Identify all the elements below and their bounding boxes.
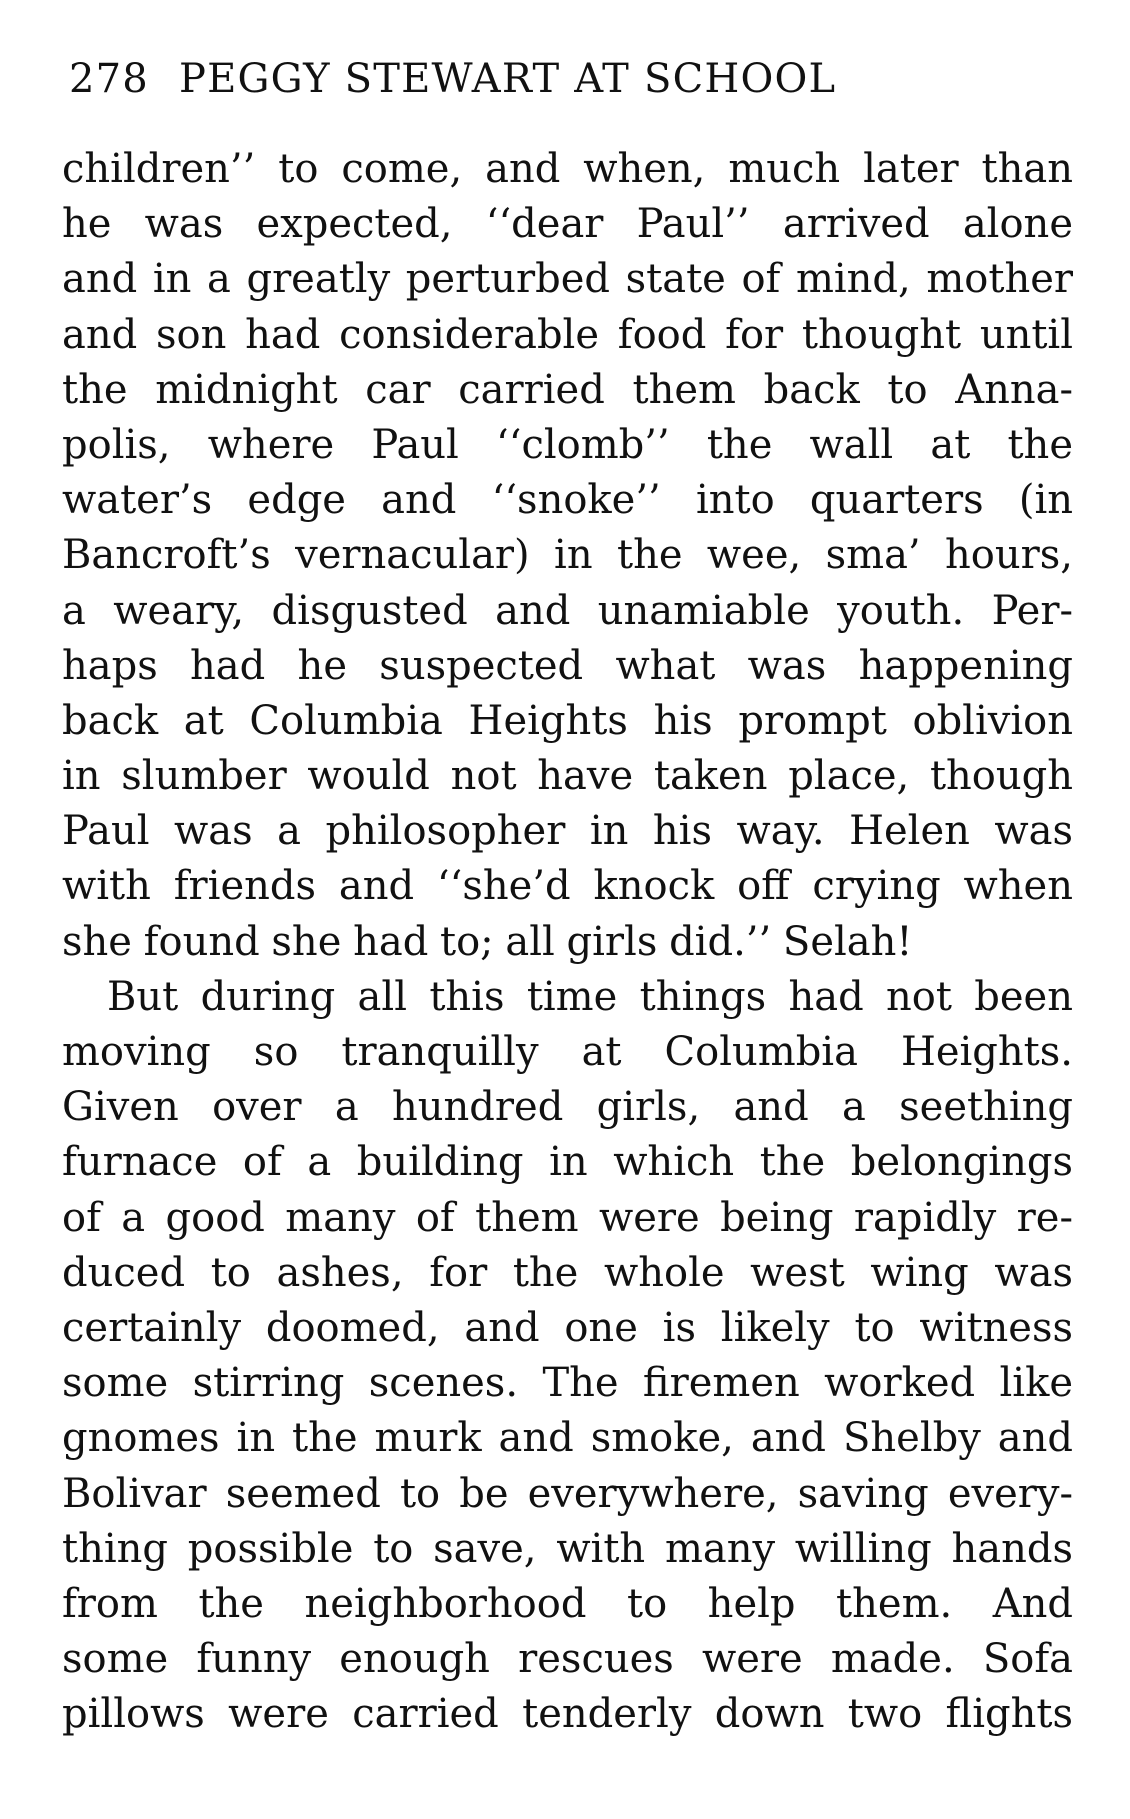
book-title: PEGGY STEWART AT SCHOOL bbox=[178, 56, 837, 102]
text-line: moving so tranquilly at Columbia Heights. bbox=[62, 1029, 1073, 1075]
text-line: from the neighborhood to help them. And bbox=[62, 1580, 1073, 1627]
text-line: a weary, disgusted and unamiable youth. Per- bbox=[62, 587, 1073, 634]
text-line: polis, where Paul ‘‘clomb’’ the wall at the bbox=[62, 421, 1073, 468]
paragraph-2 bbox=[62, 970, 1073, 1743]
text-line: the midnight car carried them back to Anna- bbox=[62, 366, 1073, 413]
body-text bbox=[62, 142, 1073, 1742]
text-line: Paul was a philosopher in his way. Helen was bbox=[62, 808, 1073, 855]
text-line: gnomes in the murk and smoke, and Shelby and bbox=[62, 1415, 1073, 1462]
text-line: furnace of a building in which the belongings bbox=[62, 1139, 1073, 1186]
text-line: But during all this time things had not been bbox=[107, 973, 1073, 1020]
text-line: water’s edge and ‘‘snoke’’ into quarters (in bbox=[62, 477, 1073, 524]
text-line: back at Columbia Heights his prompt oblivion bbox=[62, 697, 1073, 744]
text-line: pillows were carried tenderly down two flights bbox=[62, 1691, 1073, 1738]
text-line: Bolivar seemed to be everywhere, saving every- bbox=[62, 1470, 1073, 1517]
text-line: children’’ to come, and when, much later than bbox=[62, 146, 1073, 192]
text-line: of a good many of them were being rapidly re- bbox=[62, 1194, 1073, 1241]
text-line: she found she had to; all girls did.’’ Selah! bbox=[62, 918, 913, 965]
text-line: thing possible to save, with many willing hands bbox=[62, 1525, 1073, 1572]
text-line: and son had considerable food for thought until bbox=[62, 311, 1073, 358]
text-line: some stirring scenes. The firemen worked like bbox=[62, 1360, 1073, 1407]
text-line: in slumber would not have taken place, though bbox=[62, 753, 1073, 800]
text-line: and in a greatly perturbed state of mind, mother bbox=[62, 256, 1073, 303]
text-line: haps had he suspected what was happening bbox=[62, 642, 1073, 689]
text-line: some funny enough rescues were made. Sofa bbox=[62, 1636, 1073, 1683]
paragraph-1 bbox=[62, 142, 1073, 970]
text-line: certainly doomed, and one is likely to witness bbox=[62, 1304, 1073, 1351]
running-head bbox=[69, 49, 989, 109]
text-line: Bancroft’s vernacular) in the wee, sma’ hours, bbox=[62, 532, 1073, 579]
text-line: Given over a hundred girls, and a seething bbox=[62, 1084, 1073, 1131]
text-line: with friends and ‘‘she’d knock off crying when bbox=[62, 863, 1073, 910]
text-line: he was expected, ‘‘dear Paul’’ arrived alone bbox=[62, 201, 1073, 248]
page-number: 278 bbox=[69, 56, 149, 102]
text-line: duced to ashes, for the whole west wing was bbox=[62, 1249, 1073, 1296]
